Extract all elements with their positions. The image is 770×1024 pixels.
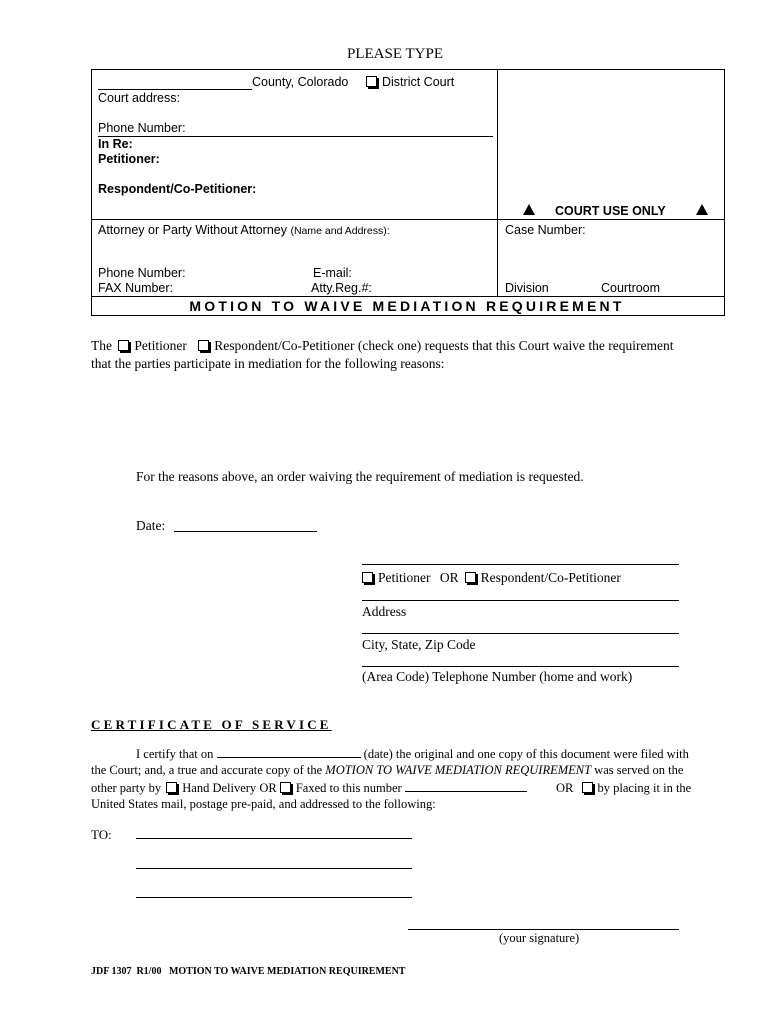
district-court-option[interactable]: [366, 75, 454, 89]
mail-checkbox[interactable]: [582, 782, 593, 793]
petitioner-label: Petitioner:: [98, 152, 160, 166]
triangle-left-icon: [523, 204, 535, 215]
cert-line-1: [136, 747, 689, 762]
party-select: [362, 570, 621, 586]
signature-line[interactable]: [362, 564, 679, 565]
body-petitioner-label: Petitioner: [134, 338, 187, 353]
cert-court-text: the Court; and, a true and accurate copy of the: [91, 763, 323, 777]
city-line[interactable]: [362, 633, 679, 634]
sig-or-label: OR: [439, 570, 459, 585]
fax-number-blank[interactable]: [405, 791, 527, 792]
county-label: County, Colorado: [252, 75, 349, 89]
caption-divider-vertical: [497, 70, 498, 297]
by-placing-text: by placing it in the: [597, 781, 692, 795]
cert-line-2: [91, 763, 683, 778]
body-respondent-text: Respondent/Co-Petitioner (check one) requests that this Court waive the requirement: [214, 338, 674, 353]
to-label: TO:: [91, 827, 112, 842]
caption-divider-attorney: [92, 219, 724, 220]
district-court-checkbox[interactable]: [366, 76, 377, 87]
cert-line-4: United States mail, postage pre-paid, and addressed to the following:: [91, 797, 436, 811]
sig-petitioner-label: Petitioner: [378, 570, 431, 585]
certificate-heading: CERTIFICATE OF SERVICE: [91, 717, 332, 732]
date-label: Date:: [136, 518, 166, 533]
request-line-2: that the parties participate in mediation for the following reasons:: [91, 356, 445, 371]
cert-filed-text: (date) the original and one copy of this document were filed with: [363, 747, 689, 761]
cert-or-1: OR: [259, 781, 277, 795]
petitioner-checkbox[interactable]: [118, 340, 129, 351]
attorney-phone-label: Phone Number:: [98, 266, 186, 280]
sig-respondent-checkbox[interactable]: [465, 572, 476, 583]
in-re-label: In Re:: [98, 137, 133, 151]
cert-served-text: was served on the: [594, 763, 684, 777]
county-blank[interactable]: [98, 89, 252, 90]
to-line-2[interactable]: [136, 868, 412, 869]
telephone-line[interactable]: [362, 666, 679, 667]
division-label: Division: [505, 281, 549, 295]
atty-reg-label: Atty.Reg.#:: [311, 281, 372, 295]
case-number-label: Case Number:: [505, 223, 586, 237]
attorney-label: [98, 223, 390, 237]
respondent-checkbox[interactable]: [198, 340, 209, 351]
address-line[interactable]: [362, 600, 679, 601]
sig-petitioner-checkbox[interactable]: [362, 572, 373, 583]
cert-date-blank[interactable]: [217, 757, 361, 758]
cert-certify-text: I certify that on: [136, 747, 214, 761]
respondent-label: Respondent/Co-Petitioner:: [98, 182, 257, 196]
caption-divider-title: [92, 296, 724, 297]
sig-respondent-label: Respondent/Co-Petitioner: [480, 570, 621, 585]
faxed-label: Faxed to this number: [295, 781, 402, 795]
your-signature-label: (your signature): [499, 931, 580, 945]
cert-motion-title: MOTION TO WAIVE MEDIATION REQUIREMENT: [325, 763, 592, 777]
triangle-right-icon: [696, 204, 708, 215]
the-word: The: [91, 338, 112, 353]
hand-delivery-label: Hand Delivery: [182, 781, 257, 795]
footer-form-id: JDF 1307 R1/00 MOTION TO WAIVE MEDIATION REQUIREMENT: [91, 966, 406, 977]
date-blank[interactable]: [174, 531, 317, 532]
fax-label: FAX Number:: [98, 281, 174, 295]
court-address-label: Court address:: [98, 91, 180, 105]
cert-line-3: [91, 781, 527, 796]
email-label: E-mail:: [313, 266, 352, 280]
cert-mail-option: [556, 781, 691, 796]
address-label: Address: [362, 604, 407, 619]
court-phone-label: Phone Number:: [98, 121, 186, 135]
cert-or-2: OR: [556, 781, 574, 795]
request-line-1: [91, 338, 674, 354]
faxed-checkbox[interactable]: [280, 782, 291, 793]
courtroom-label: Courtroom: [601, 281, 661, 295]
phone-underline: [98, 136, 493, 137]
form-title: MOTION TO WAIVE MEDIATION REQUIREMENT: [189, 298, 625, 314]
please-type-header: PLEASE TYPE: [347, 46, 443, 62]
district-court-label: District Court: [382, 75, 455, 89]
attorney-label-note: (Name and Address):: [290, 225, 390, 237]
order-request-text: For the reasons above, an order waiving the requirement of mediation is requested.: [136, 469, 584, 484]
court-use-only-label: COURT USE ONLY: [555, 204, 666, 218]
telephone-label: (Area Code) Telephone Number (home and work): [362, 669, 633, 684]
cert-other-party-text: other party by: [91, 781, 162, 795]
hand-delivery-checkbox[interactable]: [166, 782, 177, 793]
to-line-3[interactable]: [136, 897, 412, 898]
to-line-1[interactable]: [136, 838, 412, 839]
attorney-label-text: Attorney or Party Without Attorney: [98, 223, 287, 237]
city-state-zip-label: City, State, Zip Code: [362, 637, 476, 652]
your-signature-line[interactable]: [408, 929, 679, 930]
